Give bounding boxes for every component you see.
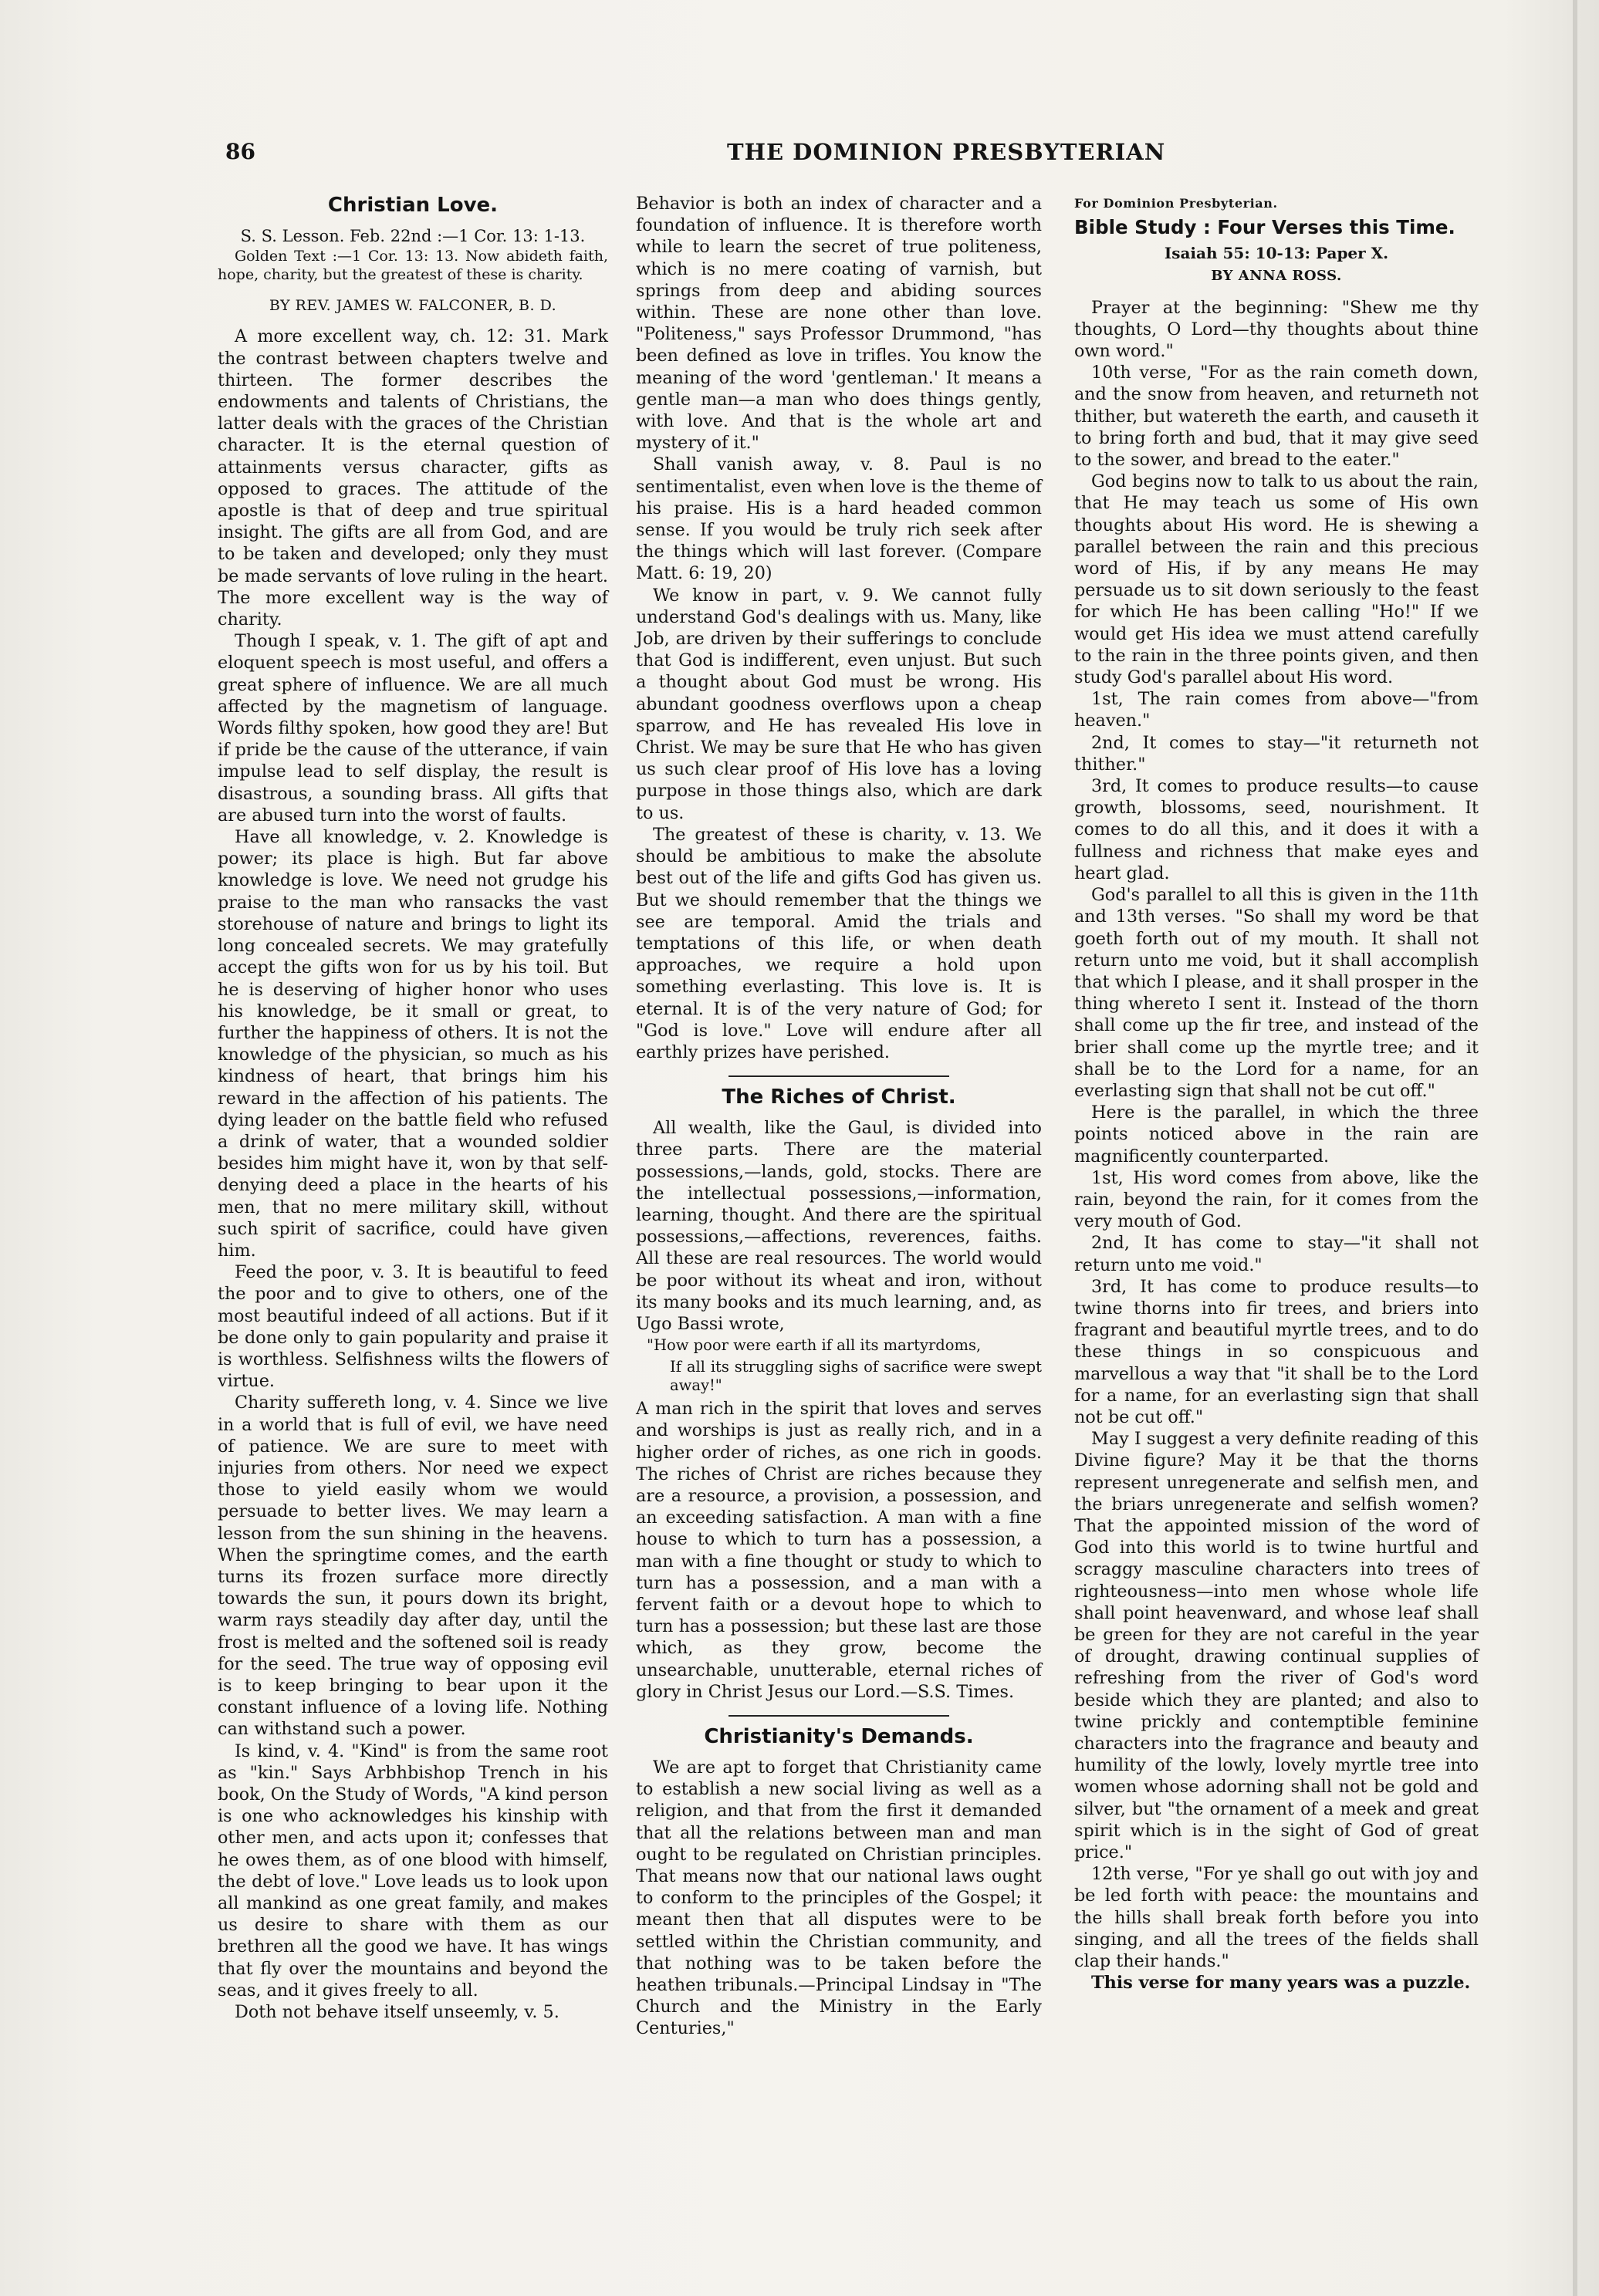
paragraph: 2nd, It has come to stay—"it shall not return unto me void." <box>1074 1233 1479 1275</box>
column-1 <box>218 193 608 2023</box>
paragraph: Here is the parallel, in which the three points noticed above in the rain are magnificently counterparted. <box>1074 1102 1479 1167</box>
journal-title: THE DOMINION PRESBYTERIAN <box>727 139 1166 165</box>
column-3 <box>1074 193 1479 1994</box>
paragraph: Behavior is both an index of character and a foundation of influence. It is therefore worth while to learn the secret of true politeness, which is no mere coating of varnish, but springs from deep and abiding sources within. These are none other than love. "Politeness," says Professor Drummond, "has been defined as love in trifles. You know the meaning of the word 'gentleman.' It means a gentle man—a man who does things gently, with love. And that is the whole art and mystery of it." <box>636 194 1042 454</box>
paragraph: Prayer at the beginning: "Shew me thy thoughts, O Lord—thy thoughts about thine own word." <box>1074 297 1479 362</box>
paragraph: 10th verse, "For as the rain cometh down, and the snow from heaven, and returneth not thither, but watereth the earth, and causeth it to bring forth and bud, that it may give seed to the sower, and bread to the eater." <box>1074 363 1479 471</box>
poem-quote-line: "How poor were earth if all its martyrdoms, <box>647 1336 982 1355</box>
page-number: 86 <box>225 139 255 164</box>
paragraph: Doth not behave itself unseemly, v. 5. <box>235 2002 559 2023</box>
scripture-reference: Isaiah 55: 10-13: Paper X. <box>1164 244 1389 263</box>
paragraph: Shall vanish away, v. 8. Paul is no sentimentalist, even when love is the theme of his praise. His is a hard headed common sense. If you would be truly rich seek after the things which will last forever. (Compare Matt. 6: 19, 20) <box>636 454 1042 584</box>
paragraph: 1st, His word comes from above, like the rain, beyond the rain, for it comes from the very mouth of God. <box>1074 1167 1479 1232</box>
lesson-reference: S. S. Lesson. Feb. 22nd :—1 Cor. 13: 1-13. <box>240 227 586 245</box>
paragraph: Though I speak, v. 1. The gift of apt and eloquent speech is most useful, and offers a great sphere of influence. We are all much affected by the magnetism of language. Words filthy spoken, how good they are! But if pride be the cause of the utterance, if vain impulse lead to self display, the result is disastrous, a sounding brass. All gifts that are abused turn into the worst of faults. <box>218 631 608 826</box>
paragraph: 3rd, It comes to produce results—to cause growth, blossoms, seed, nourishment. It comes to do all this, and it does it with a fullness and richness that make eyes and heart glad. <box>1074 776 1479 883</box>
paragraph: 1st, The rain comes from above—"from heaven." <box>1074 689 1479 731</box>
column-2 <box>636 193 1042 2040</box>
article-title-bible-study: Bible Study : Four Verses this Time. <box>1074 216 1455 239</box>
article-title-christian-love: Christian Love. <box>327 194 499 217</box>
paragraph: Charity suffereth long, v. 4. Since we live in a world that is full of evil, we have need of patience. We are sure to meet with injuries from others. Nor need we expect those to yield easily whom we would persuade to better lives. We may learn a lesson from the sun shining in the heavens. When the springtime comes, and the earth turns its frozen surface more directly towards the sun, it pours down its bright, warm rays steadily day after day, until the frost is melted and the softened soil is ready for the seed. The true way of opposing evil is to keep bringing to bear upon it the constant influence of a loving life. Nothing can withstand such a power. <box>218 1393 608 1740</box>
golden-text: Golden Text :—1 Cor. 13: 13. Now abideth faith, hope, charity, but the greatest of these is charity. <box>218 248 608 284</box>
poem-quote-line: If all its struggling sighs of sacrifice were swept away!" <box>670 1358 1042 1395</box>
section-divider <box>636 1710 1042 1720</box>
paragraph: Is kind, v. 4. "Kind" is from the same root as "kin." Says Arbhbishop Trench in his book, On the Study of Words, "A kind person is one who acknowledges his kinship with other men, and acts upon it; confesses that he owes them, as of one blood with himself, the debt of love." Love leads us to look upon all mankind as one great family, and makes us desire to share with them as our brethren all the good we have. It has wings that fly over the mountains and beyond the seas, and it gives freely to all. <box>218 1741 608 2001</box>
article-title-christianitys-demands: Christianity's Demands. <box>704 1725 974 1748</box>
paragraph: All wealth, like the Gaul, is divided into three parts. There are the material possessions,—lands, gold, stocks. There are the intellectual possessions,—information, learning, thought. And there are the spiritual possessions,—affections, reverences, faiths. All these are real resources. The world would be poor without its wheat and iron, without its many books and its much learning, and, as Ugo Bassi wrote, <box>636 1118 1042 1334</box>
article-title-riches-of-christ: The Riches of Christ. <box>722 1086 956 1109</box>
paragraph: Feed the poor, v. 3. It is beautiful to feed the poor and to give to others, one of the most beautiful indeed of all actions. But if it be done only to gain popularity and praise it is worthless. Selfishness wilts the flowers of virtue. <box>218 1262 608 1392</box>
paragraph: 2nd, It comes to stay—"it returneth not thither." <box>1074 732 1479 775</box>
paragraph: God's parallel to all this is given in the 11th and 13th verses. "So shall my word be that goeth forth out of my mouth. It shall not return unto me void, but it shall accomplish that which I please, and it shall prosper in the thing whereto I sent it. Instead of the thorn shall come up the fir tree, and instead of the brier shall come up the myrtle tree; and it shall be to the Lord for a name, for an everlasting sign that shall not be cut off." <box>1074 885 1479 1101</box>
paragraph: God begins now to talk to us about the rain, that He may teach us some of His own thoughts about His word. He is shewing a parallel between the rain and this precious word of His, if by any means He may persuade us to sit down seriously to the feast for which He has been calling "Ho!" If we would get His idea we must attend carefully to the rain in the three points given, and then study God's parallel about His word. <box>1074 471 1479 688</box>
paragraph: This verse for many years was a puzzle. <box>1091 1973 1471 1994</box>
attribution-line: For Dominion Presbyterian. <box>1074 196 1278 211</box>
paragraph: May I suggest a very definite reading of this Divine figure? May it be that the thorns represent unregenerate and selfish men, and the briars unregenerate and selfish women? That the appointed mission of the word of God into this world is to twine hurtful and scraggy masculine characters into trees of righteousness—into men whose whole life shall point heavenward, and whose leaf shall be green for they are not careful in the year of drought, drawing continual supplies of refreshing from the river of God's word beside which they are planted; and also to twine prickly and contemptible feminine characters into the fragrance and beauty and humility of the lowly, lovely myrtle tree into women whose adorning shall not be gold and silver, but "the ornament of a meek and great spirit which is in the sight of God of great price." <box>1074 1429 1479 1863</box>
paragraph: The greatest of these is charity, v. 13. We should be ambitious to make the absolute best out of the life and gifts God has given us. But we should remember that the things we see are temporal. Amid the trials and temptations of this life, or when death approaches, we require a hold upon something everlasting. This love is. It is eternal. It is of the very nature of God; for "God is love." Love will endure after all earthly prizes have perished. <box>636 824 1042 1062</box>
scan-edge <box>1573 0 1577 2296</box>
byline-ross: BY ANNA ROSS. <box>1211 268 1342 285</box>
paragraph: We are apt to forget that Christianity came to establish a new social living as well as a religion, and that from the first it demanded that all the relations between man and man ought to be regulated on Christian principles. That means now that our national laws ought to conform to the principles of the Gospel; it meant then that all disputes were to be settled within the Christian community, and that nothing was to be taken before the heathen tribunals.—Principal Lindsay in "The Church and the Ministry in the Early Centuries," <box>636 1757 1042 2039</box>
byline-falconer: BY REV. JAMES W. FALCONER, B. D. <box>269 297 557 315</box>
paragraph: Have all knowledge, v. 2. Knowledge is power; its place is high. But far above knowledge is love. We need not grudge his praise to the man who ransacks the vast storehouse of nature and brings to light its long concealed secrets. We may gratefully accept the gifts won for us by his toil. But he is deserving of higher honor who uses his knowledge, be it small or great, to further the happiness of others. It is not the knowledge of the physician, so much as his kindness of heart, that brings him his reward in the affection of his patients. The dying leader on the battle field who refused a drink of water, that a wounded soldier besides him might have it, won by that self-denying deed a place in the hearts of his men, that no mere military skill, without such spirit of sacrifice, could have given him. <box>218 827 608 1261</box>
paragraph: 3rd, It has come to produce results—to twine thorns into fir trees, and briers into fragrant and beautiful myrtle trees, and to do these things in so conspicuous and marvellous a way that "it shall be to the Lord for a name, for an everlasting sign that shall not be cut off." <box>1074 1276 1479 1427</box>
page-header <box>225 139 1166 174</box>
paragraph: 12th verse, "For ye shall go out with joy and be led forth with peace: the mountains and the hills shall break forth before you into singing, and all the trees of the fields shall clap their hands." <box>1074 1864 1479 1972</box>
paragraph: A more excellent way, ch. 12: 31. Mark the contrast between chapters twelve and thirteen. The former describes the endowments and talents of Christians, the latter deals with the graces of the Christian character. It is the eternal question of attainments versus character, gifts as opposed to graces. The attitude of the apostle is that of deep and true spiritual insight. The gifts are all from God, and are to be taken and developed; only they must be made servants of love ruling in the heart. The more excellent way is the way of charity. <box>218 326 608 630</box>
section-divider <box>636 1071 1042 1080</box>
paragraph: A man rich in the spirit that loves and serves and worships is just as really rich, and in a higher order of riches, as one rich in goods. The riches of Christ are riches because they are a resource, a provision, a possession, and an exceeding satisfaction. A man with a fine house to which to turn has a possession, a man with a fine thought or study to which to turn has a possession, and a man with a fervent faith or a devout hope to which to turn has a possession; but these last are those which, as they grow, become the unsearchable, unutterable, eternal riches of glory in Christ Jesus our Lord.—S.S. Times. <box>636 1399 1042 1702</box>
paragraph: We know in part, v. 9. We cannot fully understand God's dealings with us. Many, like Job, are driven by their sufferings to conclude that God is indifferent, even unjust. But such a thought about God must be wrong. His abundant goodness overflows upon a cheap sparrow, and He has revealed His love in Christ. We may be sure that He who has given us such clear proof of His love has a loving purpose in those things also, which are dark to us. <box>636 585 1042 823</box>
